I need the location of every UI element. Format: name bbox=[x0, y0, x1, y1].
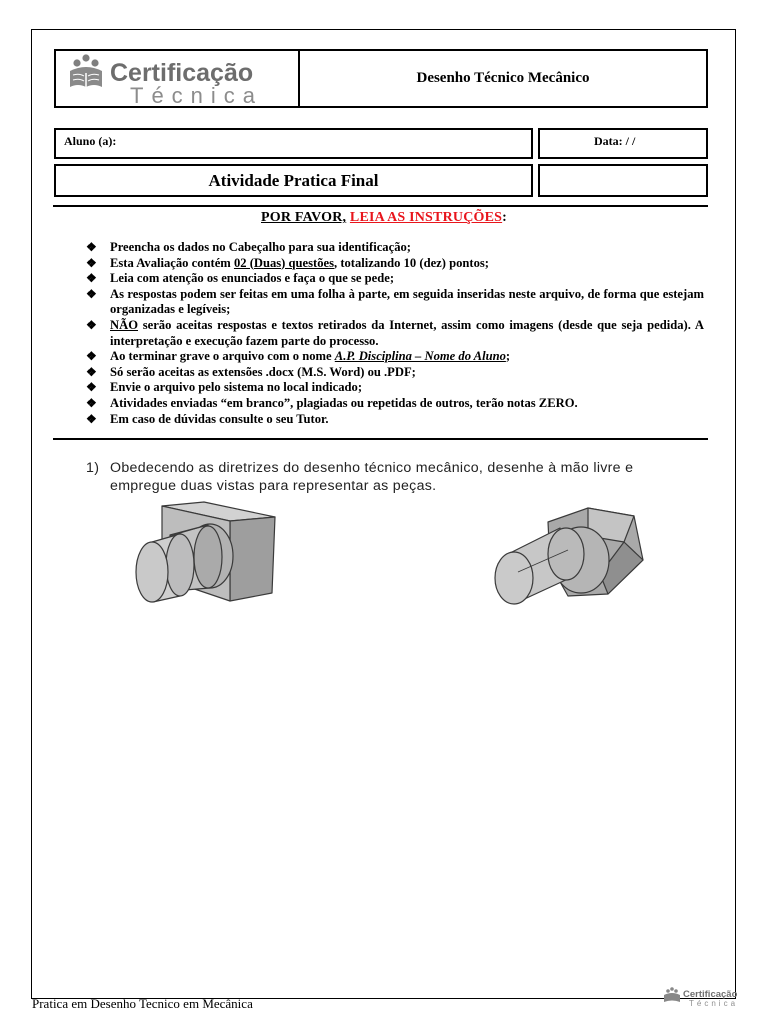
logo-box bbox=[54, 49, 300, 108]
date-label: Data: / / bbox=[594, 134, 636, 148]
logo-word-2: Técnica bbox=[130, 83, 264, 106]
list-item: ❖ Esta Avaliação contém 02 (Duas) questões, totalizando 10 (dez) pontos; bbox=[86, 255, 489, 270]
footer-text: Pratica em Desenho Tecnico em Mecânica bbox=[32, 996, 253, 1011]
list-item: ❖ Ao terminar grave o arquivo com o nome A.P. Disciplina – Nome do Aluno; bbox=[86, 349, 511, 364]
diamond-bullet-icon: ❖ bbox=[86, 286, 97, 301]
list-item: ❖ Atividades enviadas “em branco”, plagiadas ou repetidas de outros, terão notas ZERO. bbox=[86, 395, 578, 410]
footer-logo-word-1: Certificação bbox=[683, 989, 738, 1000]
question-1 bbox=[86, 459, 686, 495]
instructions-heading bbox=[0, 210, 768, 226]
footer-logo-word-2: Técnica bbox=[689, 999, 739, 1008]
student-name-field[interactable] bbox=[54, 128, 533, 159]
grade-field[interactable] bbox=[538, 164, 708, 197]
list-item: ❖ Só serão aceitas as extensões .docx (M.S. Word) ou .PDF; bbox=[86, 364, 416, 379]
figure-hex-bolt bbox=[488, 502, 652, 608]
divider-top bbox=[53, 205, 708, 207]
list-item: ❖ Leia com atenção os enunciados e faça o que se pede; bbox=[86, 271, 395, 286]
footer-logo-icon bbox=[664, 987, 680, 1002]
diamond-bullet-icon: ❖ bbox=[86, 255, 97, 270]
logo-people-book-icon bbox=[70, 54, 102, 87]
diamond-bullet-icon: ❖ bbox=[86, 349, 97, 364]
diamond-bullet-icon: ❖ bbox=[86, 395, 97, 410]
list-item: ❖ As respostas podem ser feitas em uma folha à parte, em seguida inseridas neste arquivo, de forma que estejam organizadas e legíveis; bbox=[86, 286, 704, 317]
heading-highlight: LEIA AS INSTRUÇÕES bbox=[349, 210, 503, 225]
student-label: Aluno (a): bbox=[64, 134, 117, 148]
diamond-bullet-icon: ❖ bbox=[86, 271, 97, 286]
logo-word-1: Certificação bbox=[110, 59, 254, 87]
list-item: ❖ Envie o arquivo pelo sistema no local indicado; bbox=[86, 380, 363, 395]
subject-title: Desenho Técnico Mecânico bbox=[298, 49, 708, 108]
list-item: ❖ Em caso de dúvidas consulte o seu Tutor. bbox=[86, 411, 329, 426]
instructions-list bbox=[86, 240, 704, 427]
date-field[interactable] bbox=[538, 128, 708, 159]
list-item: ❖ NÃO serão aceitas respostas e textos retirados da Internet, assim como imagens (desde que seja pedida). A interpretação e execução fazem parte do processo. bbox=[86, 317, 704, 348]
figure-block-shaft bbox=[120, 496, 280, 608]
diamond-bullet-icon: ❖ bbox=[86, 380, 97, 395]
certificacao-tecnica-logo bbox=[56, 51, 298, 106]
heading-prefix: POR FAVOR, bbox=[261, 210, 347, 225]
question-number: 1) bbox=[86, 460, 100, 476]
diamond-bullet-icon: ❖ bbox=[86, 240, 97, 254]
diamond-bullet-icon: ❖ bbox=[86, 411, 97, 426]
question-text: Obedecendo as diretrizes do desenho técnico mecânico, desenhe à mão livre e empregue duas vistas para representar as peças. bbox=[110, 460, 634, 494]
footer-logo bbox=[662, 986, 740, 1008]
activity-title: Atividade Pratica Final bbox=[54, 164, 533, 197]
diamond-bullet-icon: ❖ bbox=[86, 317, 97, 332]
heading-suffix: : bbox=[502, 210, 507, 225]
diamond-bullet-icon: ❖ bbox=[86, 364, 97, 379]
list-item: ❖ Preencha os dados no Cabeçalho para sua identificação; bbox=[86, 240, 411, 254]
divider-bottom bbox=[53, 438, 708, 440]
